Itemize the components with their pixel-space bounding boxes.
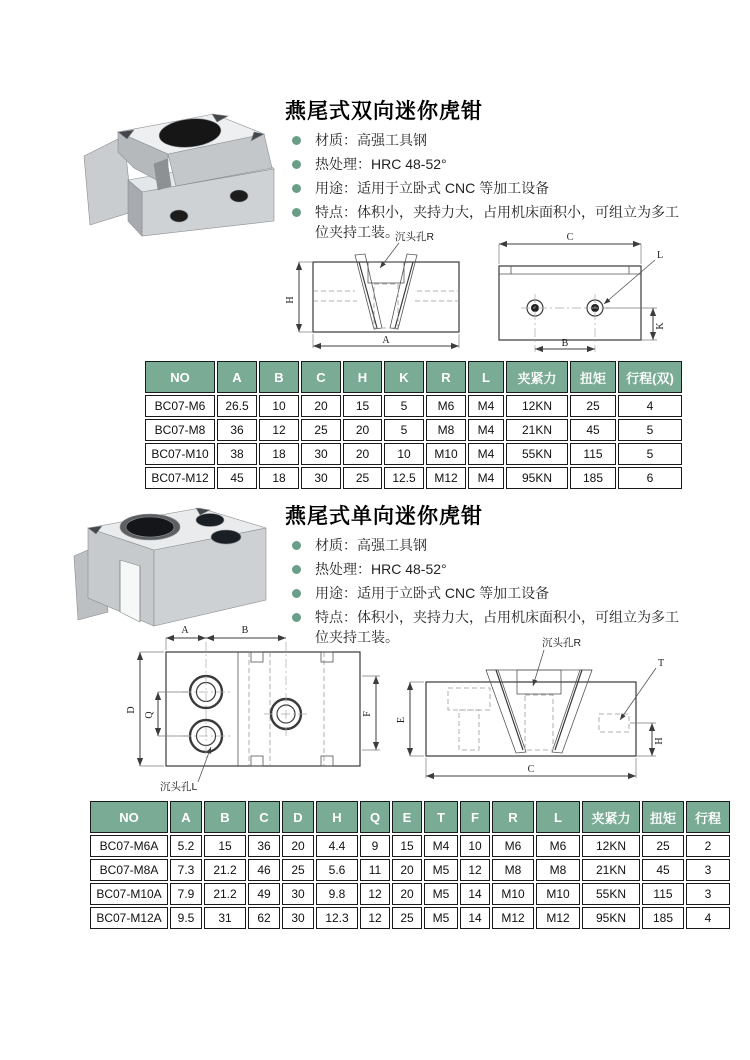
table-cell: 5 (384, 395, 424, 417)
column-header: K (384, 361, 424, 393)
unidirectional-vise-image (58, 494, 280, 634)
table-cell: 25 (392, 907, 422, 929)
table-cell: 26.5 (217, 395, 257, 417)
dim-label-k: K (655, 322, 666, 330)
table-cell: 36 (217, 419, 257, 441)
dim-label-q: Q (144, 711, 155, 719)
column-header: C (248, 801, 280, 833)
table-cell: BC07-M12A (90, 907, 168, 929)
column-header: H (316, 801, 358, 833)
section2-title: 燕尾式单向迷你虎钳 (285, 505, 483, 528)
header-row (90, 801, 730, 833)
table-cell: 31 (204, 907, 246, 929)
column-header: H (343, 361, 382, 393)
dim-label-b: B (561, 338, 569, 349)
table-cell: BC07-M8 (145, 419, 215, 441)
table-cell: 115 (642, 883, 684, 905)
table-cell: 21.2 (204, 859, 246, 881)
dim-label-a: A (181, 625, 189, 636)
table-cell: 25 (282, 859, 314, 881)
table-cell: M4 (468, 467, 504, 489)
table-cell: 20 (392, 859, 422, 881)
table-cell: 12KN (506, 395, 568, 417)
table-cell: 20 (282, 835, 314, 857)
table-row (145, 467, 682, 489)
table-cell: 10 (460, 835, 490, 857)
table-cell: M10 (426, 443, 466, 465)
table-cell: 15 (343, 395, 382, 417)
drawing-unidirectional-top-view (118, 614, 408, 801)
column-header: NO (90, 801, 168, 833)
table-cell: BC07-M6A (90, 835, 168, 857)
table-cell: M4 (468, 395, 504, 417)
table-cell: 115 (570, 443, 616, 465)
spec-table-unidirectional (88, 799, 732, 931)
countersink-label: 沉头孔R (395, 231, 435, 243)
table-cell: 9.5 (170, 907, 202, 929)
column-header: E (392, 801, 422, 833)
table-cell: M5 (424, 907, 458, 929)
table-cell: 38 (217, 443, 257, 465)
drawing-unidirectional-front-view (396, 630, 686, 797)
table-cell: 25 (570, 395, 616, 417)
table-cell: 15 (392, 835, 422, 857)
table-cell: 95KN (582, 907, 640, 929)
bullet-usage: 用途：适用于立卧式 CNC 等加工设备 (285, 179, 685, 199)
table-cell: 12 (360, 883, 390, 905)
bidirectional-vise-image (66, 92, 280, 238)
column-header: L (468, 361, 504, 393)
table-cell: BC07-M6 (145, 395, 215, 417)
column-header: 夹紧力 (582, 801, 640, 833)
column-header: 扭矩 (570, 361, 616, 393)
table-row (90, 907, 730, 929)
header-row (145, 361, 682, 393)
table-cell: 20 (343, 419, 382, 441)
table-cell: 11 (360, 859, 390, 881)
column-header: Q (360, 801, 390, 833)
table-cell: M12 (536, 907, 580, 929)
dim-label-h: H (285, 296, 296, 304)
table-cell: 12.5 (384, 467, 424, 489)
table-cell: M12 (426, 467, 466, 489)
dim-label-d: D (126, 706, 137, 714)
bullet-material: 材质：高强工具钢 (285, 536, 685, 556)
column-header: A (217, 361, 257, 393)
table-cell: BC07-M10 (145, 443, 215, 465)
table-cell: M10 (492, 883, 534, 905)
product-photo-bidirectional (66, 92, 280, 238)
table-cell: 9.8 (316, 883, 358, 905)
column-header: T (424, 801, 458, 833)
spec-table-bidirectional (143, 359, 684, 491)
table-cell: 12 (460, 859, 490, 881)
table-row (90, 859, 730, 881)
table-cell: 30 (301, 467, 341, 489)
table-cell: M8 (536, 859, 580, 881)
table-cell: 45 (570, 419, 616, 441)
table-cell: M4 (468, 443, 504, 465)
dim-label-t: T (658, 658, 665, 669)
table-cell: 30 (282, 907, 314, 929)
bullet-material: 材质：高强工具钢 (285, 131, 685, 151)
table-cell: 4 (686, 907, 730, 929)
table-cell: 12KN (582, 835, 640, 857)
table-cell: 62 (248, 907, 280, 929)
table-cell: 3 (686, 883, 730, 905)
table-row (90, 883, 730, 905)
table-cell: BC07-M12 (145, 467, 215, 489)
table-cell: 5 (618, 443, 682, 465)
column-header: D (282, 801, 314, 833)
table-cell: 12 (360, 907, 390, 929)
table-cell: 30 (282, 883, 314, 905)
table-cell: M6 (426, 395, 466, 417)
dim-label-a: A (382, 335, 390, 346)
table-cell: M6 (536, 835, 580, 857)
column-header: R (426, 361, 466, 393)
table-cell: M4 (424, 835, 458, 857)
table-cell: 7.3 (170, 859, 202, 881)
column-header: 夹紧力 (506, 361, 568, 393)
table-cell: 36 (248, 835, 280, 857)
table-cell: 7.9 (170, 883, 202, 905)
table-cell: 18 (259, 467, 299, 489)
dim-label-l: L (657, 250, 664, 261)
column-header: C (301, 361, 341, 393)
table-cell: 45 (642, 859, 684, 881)
table-cell: 10 (259, 395, 299, 417)
column-header: B (259, 361, 299, 393)
table-cell: 20 (301, 395, 341, 417)
table-cell: 21KN (506, 419, 568, 441)
table-cell: 9 (360, 835, 390, 857)
table-cell: 30 (301, 443, 341, 465)
dim-label-h: H (654, 737, 665, 745)
table-row (145, 419, 682, 441)
dim-label-c: C (527, 764, 535, 775)
table-cell: 20 (392, 883, 422, 905)
column-header: 扭矩 (642, 801, 684, 833)
column-header: A (170, 801, 202, 833)
table-cell: 49 (248, 883, 280, 905)
table-cell: 14 (460, 907, 490, 929)
dim-label-c: C (566, 232, 574, 243)
table-cell: 2 (686, 835, 730, 857)
table-cell: 5 (618, 419, 682, 441)
table-cell: 18 (259, 443, 299, 465)
table-cell: 4.4 (316, 835, 358, 857)
column-header: 行程(双) (618, 361, 682, 393)
table-cell: 25 (642, 835, 684, 857)
table-cell: BC07-M8A (90, 859, 168, 881)
dim-label-b: B (241, 625, 249, 636)
bullet-features: 特点：体积小，夹持力大，占用机床面积小，可组立为多工位夹持工装。 (285, 203, 685, 243)
table-cell: M8 (492, 859, 534, 881)
table-cell: 14 (460, 883, 490, 905)
table-cell: 185 (642, 907, 684, 929)
table-cell: M5 (424, 859, 458, 881)
table-row (145, 395, 682, 417)
table-cell: 5 (384, 419, 424, 441)
table-row (145, 443, 682, 465)
section1-title: 燕尾式双向迷你虎钳 (285, 100, 483, 123)
drawing-bidirectional-front-view (283, 228, 473, 361)
column-header: L (536, 801, 580, 833)
table-cell: 3 (686, 859, 730, 881)
table-cell: 25 (343, 467, 382, 489)
table-cell: 5.6 (316, 859, 358, 881)
table-cell: 45 (217, 467, 257, 489)
table-cell: 20 (343, 443, 382, 465)
table-cell: 4 (618, 395, 682, 417)
table-cell: M10 (536, 883, 580, 905)
table-cell: 21KN (582, 859, 640, 881)
table-cell: 5.2 (170, 835, 202, 857)
table-cell: M8 (426, 419, 466, 441)
table-cell: 55KN (506, 443, 568, 465)
table-cell: 55KN (582, 883, 640, 905)
table-cell: 6 (618, 467, 682, 489)
product-photo-unidirectional (58, 494, 280, 634)
bullet-heat-treatment: 热处理：HRC 48-52° (285, 155, 685, 175)
bullet-features: 特点：体积小，夹持力大，占用机床面积小，可组立为多工位夹持工装。 (285, 608, 685, 648)
table-cell: M6 (492, 835, 534, 857)
column-header: 行程 (686, 801, 730, 833)
table-cell: M12 (492, 907, 534, 929)
table-cell: M5 (424, 883, 458, 905)
dim-label-e: E (396, 716, 407, 724)
column-header: NO (145, 361, 215, 393)
column-header: F (460, 801, 490, 833)
bullet-heat-treatment: 热处理：HRC 48-52° (285, 560, 685, 580)
table-cell: 21.2 (204, 883, 246, 905)
column-header: R (492, 801, 534, 833)
countersink-label: 沉头孔L (160, 781, 198, 793)
dim-label-f: F (362, 711, 373, 717)
table-cell: 25 (301, 419, 341, 441)
table-cell: 185 (570, 467, 616, 489)
table-row (90, 835, 730, 857)
table-cell: 15 (204, 835, 246, 857)
table-cell: 46 (248, 859, 280, 881)
table-cell: 12 (259, 419, 299, 441)
table-cell: 10 (384, 443, 424, 465)
table-cell: 12.3 (316, 907, 358, 929)
drawing-bidirectional-side-view (473, 228, 673, 361)
table-cell: 95KN (506, 467, 568, 489)
countersink-label: 沉头孔R (542, 637, 582, 649)
bullet-usage: 用途：适用于立卧式 CNC 等加工设备 (285, 584, 685, 604)
table-cell: M4 (468, 419, 504, 441)
column-header: B (204, 801, 246, 833)
table-cell: BC07-M10A (90, 883, 168, 905)
